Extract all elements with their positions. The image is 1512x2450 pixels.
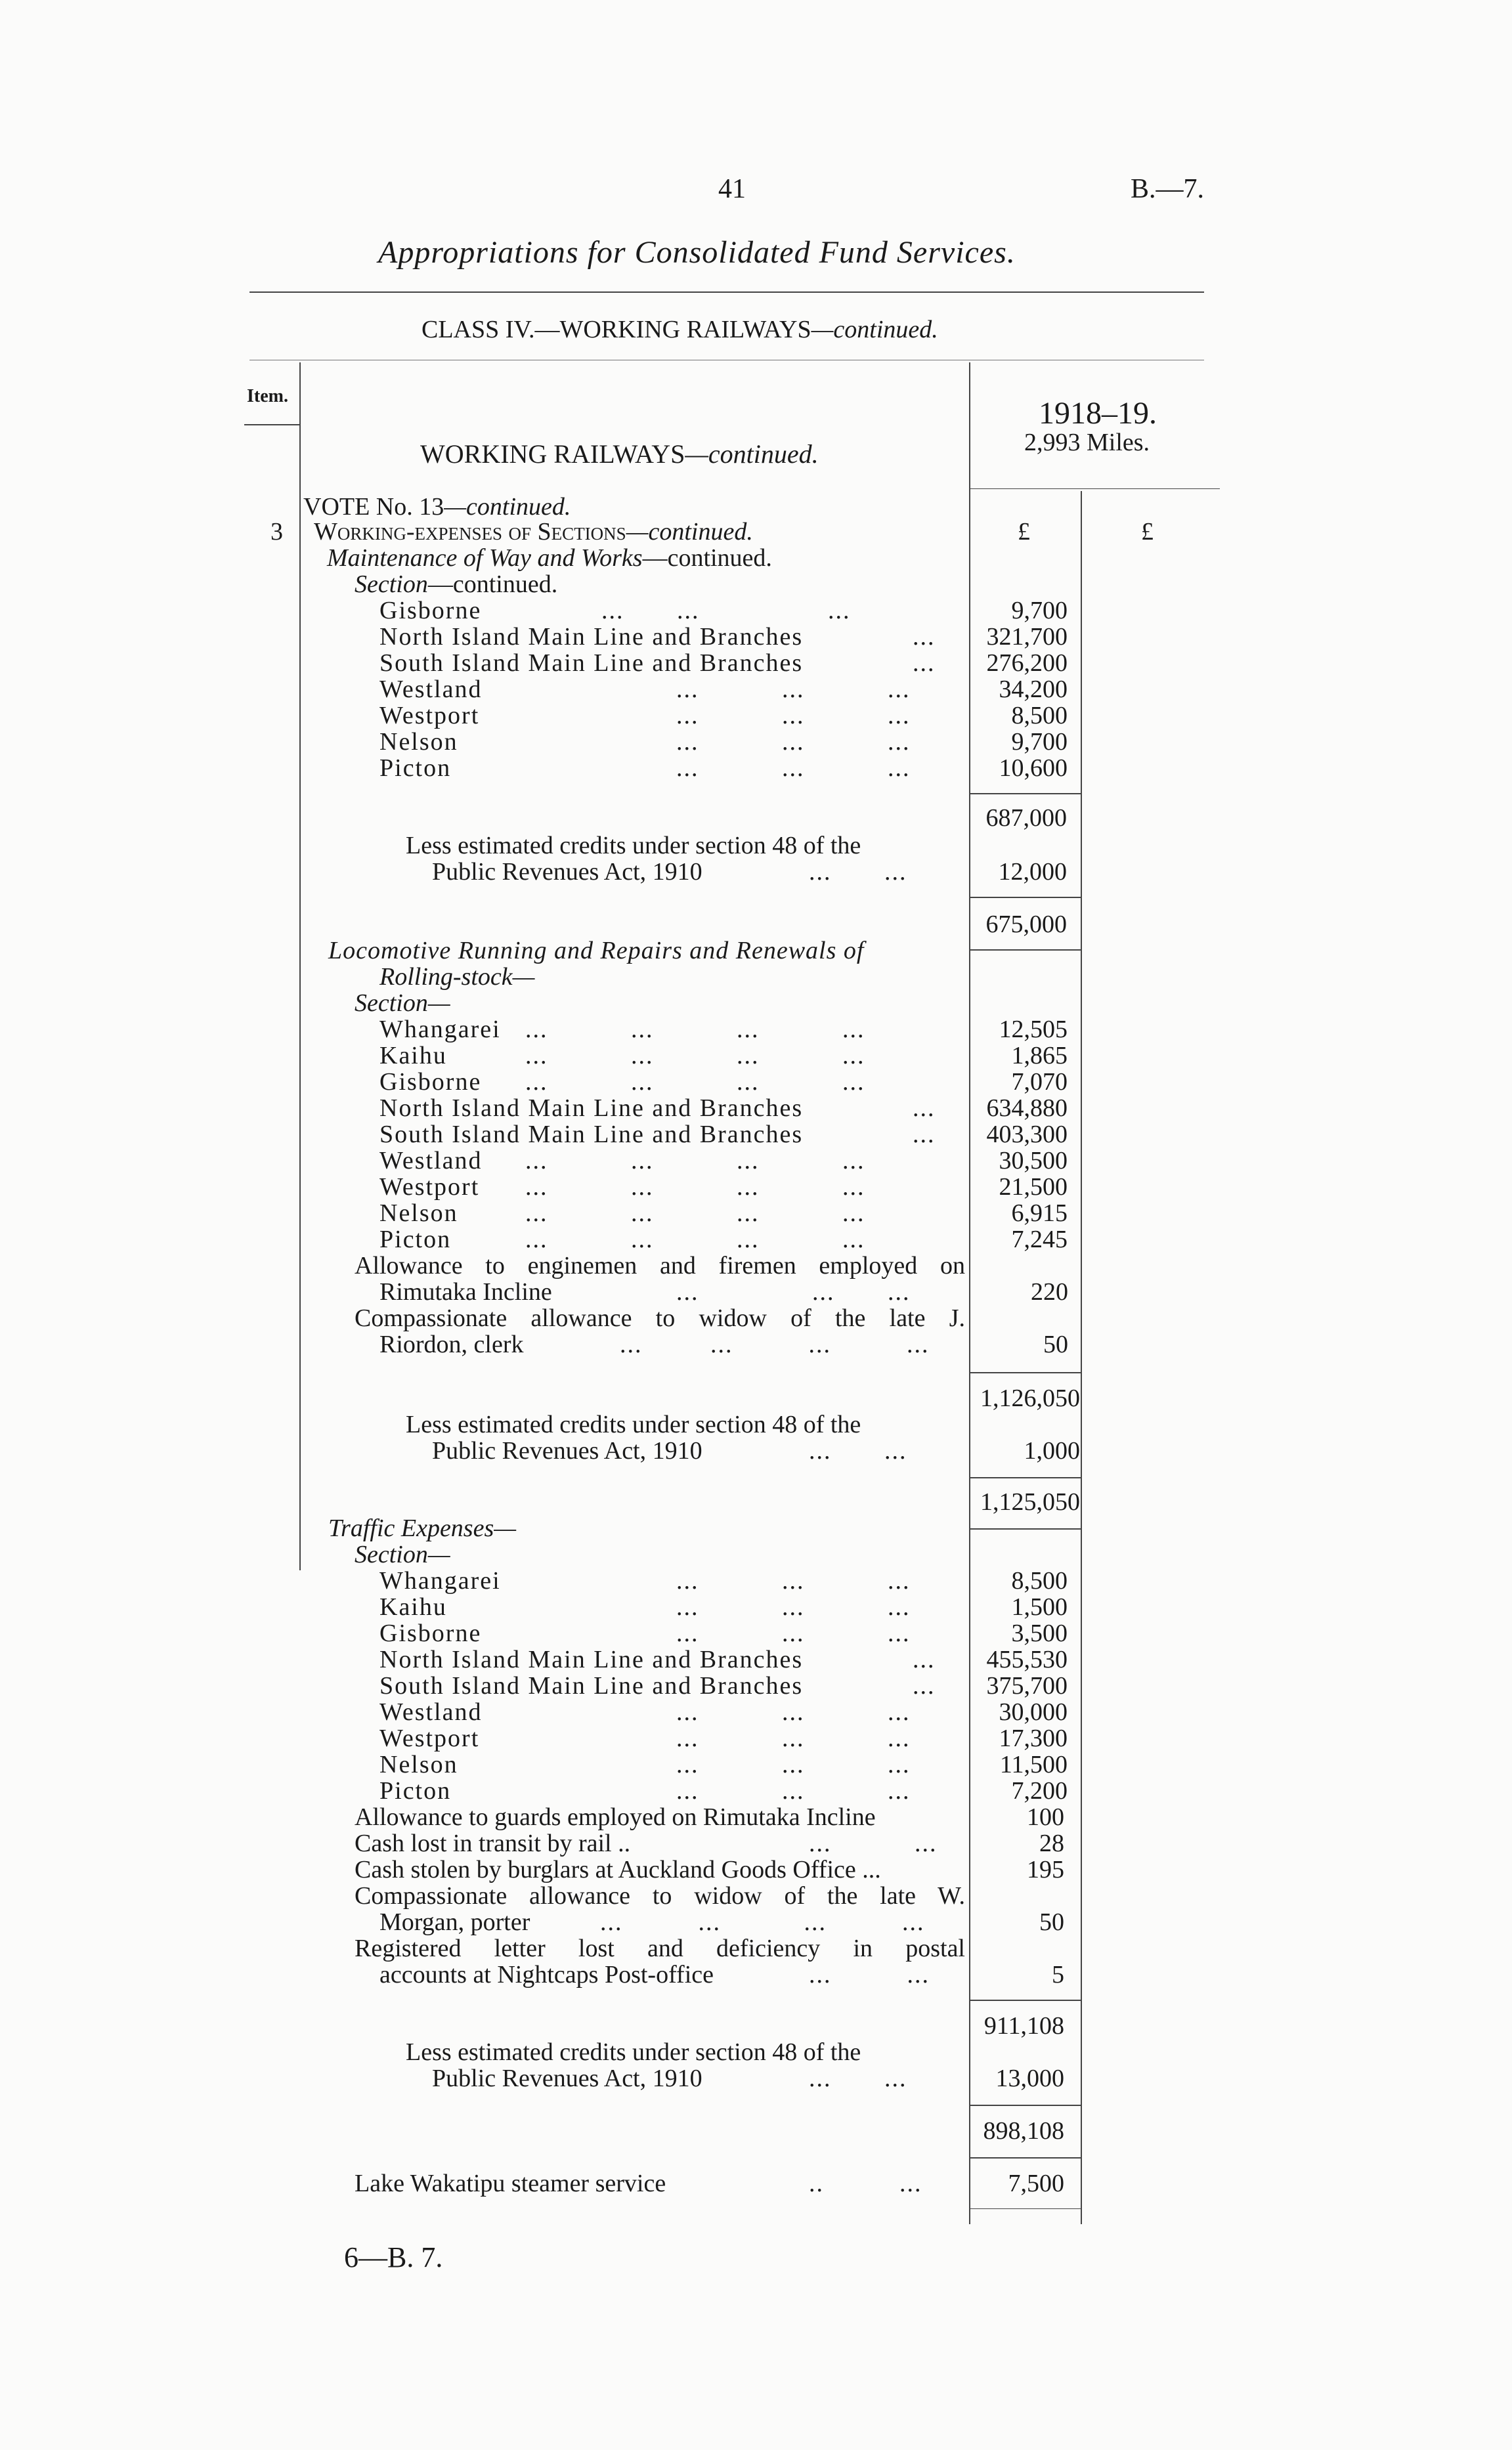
traffic-heading: Traffic Expenses—: [328, 1515, 517, 1542]
row-amount: 7,245: [1011, 1226, 1068, 1253]
row-amount: 1,500: [1011, 1593, 1068, 1621]
item-column-header: Item.: [247, 386, 288, 406]
row-label: Westland: [379, 676, 483, 703]
fiscal-year: 1918–19.: [1039, 396, 1157, 431]
maintenance-subtotal-rule: [970, 793, 1081, 794]
traffic-registered-amount: 5: [1052, 1961, 1064, 1988]
route-miles: 2,993 Miles.: [1024, 429, 1150, 456]
maintenance-section-label: [355, 571, 557, 597]
currency-symbol-detail: £: [1018, 518, 1030, 546]
description-column-header: [420, 441, 819, 467]
table-row: Whangarei ... ... ... 8,500: [379, 1567, 1068, 1595]
maintenance-less-line2: Public Revenues Act, 1910: [432, 858, 702, 886]
item-header-rule: [244, 424, 299, 425]
locomotive-allowance-line1: Allowance to enginemen and firemen employed on: [355, 1252, 965, 1279]
locomotive-section-label: Section—: [355, 989, 450, 1017]
row-amount: 1,865: [1011, 1042, 1068, 1069]
row-amount: 34,200: [999, 676, 1068, 703]
row-label: Westland: [379, 1698, 483, 1726]
row-amount: 6,915: [1011, 1199, 1068, 1227]
row-amount: 276,200: [986, 649, 1068, 677]
locomotive-less-line1: Less estimated credits under section 48 of the: [406, 1411, 861, 1438]
table-row: South Island Main Line and Branches ... 403,300: [379, 1121, 1068, 1148]
maintenance-less-line1: Less estimated credits under section 48 of the: [406, 832, 861, 859]
row-label: Nelson: [379, 1199, 458, 1227]
traffic-subtotal: 911,108: [983, 2012, 1064, 2040]
table-row: Picton ... ... ... ... 7,245: [379, 1226, 1068, 1253]
table-row: Gisborne ... ... ... 9,700: [379, 597, 1068, 624]
lake-steamer-amount: 7,500: [1008, 2170, 1064, 2197]
table-row: Westport ... ... ... 17,300: [379, 1725, 1068, 1752]
maintenance-heading-suffix: —continued.: [642, 544, 772, 572]
locomotive-less-line2: Public Revenues Act, 1910: [432, 1437, 702, 1465]
row-amount: 21,500: [999, 1173, 1068, 1201]
row-label: Westport: [379, 1725, 480, 1752]
row-amount: 8,500: [1011, 1567, 1068, 1595]
row-label: Nelson: [379, 1751, 458, 1778]
row-label: Whangarei: [379, 1567, 501, 1595]
traffic-subtotal-rule: [970, 2000, 1081, 2001]
locomotive-heading-line2: Rolling-stock—: [379, 963, 535, 991]
locomotive-subtotal-rule: [970, 1372, 1081, 1373]
row-label: Picton: [379, 1777, 452, 1805]
locomotive-rows: [379, 1016, 1075, 1266]
traffic-compassionate-amount: 50: [1039, 1908, 1064, 1936]
row-label: Picton: [379, 1226, 452, 1253]
row-amount: 10,600: [999, 754, 1068, 782]
page-number: 41: [718, 174, 746, 204]
title-rule: [249, 291, 1204, 293]
maintenance-rows: [379, 597, 1075, 794]
row-amount: 30,000: [999, 1698, 1068, 1726]
locomotive-net-total: 1,125,050: [980, 1488, 1080, 1516]
traffic-cash-lost-amount: 28: [1039, 1830, 1064, 1857]
amount-header-rule: [970, 488, 1220, 489]
row-label: Westport: [379, 702, 480, 729]
row-amount: 30,500: [999, 1147, 1068, 1174]
table-row: North Island Main Line and Branches ... 321,700: [379, 623, 1068, 651]
description-header-main: WORKING RAILWAYS: [420, 439, 685, 469]
class-heading-main: CLASS IV.—WORKING RAILWAYS: [421, 316, 811, 343]
maintenance-net-underline: [970, 949, 1081, 951]
row-amount: 11,500: [999, 1751, 1068, 1778]
table-row: Kaihu ... ... ... ... 1,865: [379, 1042, 1068, 1069]
description-header-suffix: —continued.: [685, 439, 819, 469]
traffic-section-label: Section—: [355, 1541, 450, 1568]
row-label: Gisborne: [379, 597, 482, 624]
table-row: North Island Main Line and Branches ... 634,880: [379, 1094, 1068, 1122]
row-label: Nelson: [379, 728, 458, 756]
currency-symbol-total: £: [1141, 518, 1154, 546]
maintenance-net-total: 675,000: [985, 911, 1067, 938]
row-amount: 455,530: [986, 1646, 1068, 1673]
traffic-cash-stolen-label: Cash stolen by burglars at Auckland Goods Office ...: [355, 1856, 881, 1883]
row-label: Westport: [379, 1173, 480, 1201]
traffic-less-amount: 13,000: [995, 2065, 1064, 2092]
traffic-less-line1: Less estimated credits under section 48 of the: [406, 2038, 861, 2066]
row-amount: 9,700: [1011, 728, 1068, 756]
row-label: Kaihu: [379, 1042, 447, 1069]
row-amount: 17,300: [999, 1725, 1068, 1752]
row-amount: 321,700: [986, 623, 1068, 651]
row-amount: 12,505: [999, 1016, 1068, 1043]
table-row: Westland ... ... ... ... 30,500: [379, 1147, 1068, 1174]
table-row: Nelson ... ... ... ... 6,915: [379, 1199, 1068, 1227]
maintenance-less-amount: 12,000: [998, 858, 1067, 886]
traffic-less-line2: Public Revenues Act, 1910: [432, 2065, 702, 2092]
locomotive-net-rule: [970, 1477, 1081, 1478]
row-label: Gisborne: [379, 1068, 482, 1096]
row-label: Kaihu: [379, 1593, 447, 1621]
row-label: South Island Main Line and Branches: [379, 1672, 804, 1700]
traffic-net-total: 898,108: [983, 2117, 1064, 2145]
locomotive-subtotal: 1,126,050: [980, 1385, 1080, 1412]
locomotive-compassionate-amount: 50: [1043, 1331, 1068, 1358]
maintenance-section-main: Section: [355, 570, 428, 598]
row-amount: 403,300: [986, 1121, 1068, 1148]
traffic-guards-amount: 100: [1027, 1803, 1064, 1831]
locomotive-compassionate-line2: Riordon, clerk: [379, 1331, 524, 1358]
maintenance-net-rule: [970, 897, 1081, 898]
page-title: Appropriations for Consolidated Fund Services.: [378, 235, 1016, 270]
row-amount: 9,700: [1011, 597, 1068, 624]
row-amount: 3,500: [1011, 1620, 1068, 1647]
subhead: [314, 519, 753, 545]
amount-column-right-rule: [1081, 491, 1082, 2224]
table-row: North Island Main Line and Branches ... 455,530: [379, 1646, 1068, 1673]
subhead-main: Working-expenses of Sections: [314, 518, 626, 546]
row-amount: 634,880: [986, 1094, 1068, 1122]
row-amount: 375,700: [986, 1672, 1068, 1700]
traffic-cash-stolen-amount: 195: [1027, 1856, 1064, 1883]
document-reference: B.—7.: [1131, 174, 1205, 204]
item-column-divider: [299, 362, 301, 1570]
row-label: Westland: [379, 1147, 483, 1174]
subhead-suffix: —continued.: [626, 518, 753, 546]
maintenance-heading: [327, 545, 772, 571]
table-row: South Island Main Line and Branches ... 276,200: [379, 649, 1068, 677]
lake-underline: [970, 2208, 1081, 2209]
table-row: Westport ... ... ... ... 21,500: [379, 1173, 1068, 1201]
traffic-compassionate-line2: Morgan, porter: [379, 1908, 530, 1936]
vote-heading-suffix: —continued.: [444, 493, 571, 521]
traffic-guards-label: Allowance to guards employed on Rimutaka Incline: [355, 1803, 876, 1831]
vote-heading: [303, 494, 571, 520]
table-row: Nelson ... ... ... 9,700: [379, 728, 1068, 756]
vote-heading-main: VOTE No. 13: [303, 493, 444, 521]
table-row: Gisborne ... ... ... ... 7,070: [379, 1068, 1068, 1096]
locomotive-compassionate-line1: Compassionate allowance to widow of the late J.: [355, 1304, 965, 1332]
row-amount: 7,200: [1011, 1777, 1068, 1805]
row-label: South Island Main Line and Branches: [379, 1121, 804, 1148]
row-label: North Island Main Line and Branches: [379, 1094, 804, 1122]
table-row: Kaihu ... ... ... 1,500: [379, 1593, 1068, 1621]
row-label: North Island Main Line and Branches: [379, 623, 804, 651]
item-number: 3: [270, 518, 283, 546]
row-label: Whangarei: [379, 1016, 501, 1043]
traffic-registered-line2: accounts at Nightcaps Post-office: [379, 1961, 714, 1988]
locomotive-allowance-amount: 220: [1031, 1278, 1068, 1306]
table-row: Picton ... ... ... 10,600: [379, 754, 1068, 782]
locomotive-less-amount: 1,000: [1024, 1437, 1080, 1465]
traffic-net-underline: [970, 2157, 1081, 2159]
row-label: Picton: [379, 754, 452, 782]
traffic-compassionate-line1: Compassionate allowance to widow of the late W.: [355, 1882, 965, 1910]
table-row: Westland ... ... ... 34,200: [379, 676, 1068, 703]
traffic-cash-lost-label: Cash lost in transit by rail ..: [355, 1830, 631, 1857]
maintenance-subtotal: 687,000: [985, 804, 1067, 832]
locomotive-allowance-line2: Rimutaka Incline: [379, 1278, 552, 1306]
row-amount: 7,070: [1011, 1068, 1068, 1096]
maintenance-heading-main: Maintenance of Way and Works: [327, 544, 643, 572]
table-row: Westland ... ... ... 30,000: [379, 1698, 1068, 1726]
locomotive-net-underline: [970, 1528, 1081, 1530]
traffic-rows: [379, 1568, 1075, 1817]
row-label: Gisborne: [379, 1620, 482, 1647]
printer-signature: 6—B. 7.: [344, 2241, 443, 2273]
lake-steamer-label: Lake Wakatipu steamer service: [355, 2170, 666, 2197]
class-heading: [421, 316, 938, 343]
table-row: Whangarei ... ... ... ... 12,505: [379, 1016, 1068, 1043]
traffic-net-rule: [970, 2105, 1081, 2106]
row-label: North Island Main Line and Branches: [379, 1646, 804, 1673]
locomotive-heading-line1: Locomotive Running and Repairs and Renewals of: [328, 937, 865, 964]
table-row: Westport ... ... ... 8,500: [379, 702, 1068, 729]
table-row: Gisborne ... ... ... 3,500: [379, 1620, 1068, 1647]
maintenance-section-suffix: —continued.: [427, 570, 558, 598]
class-heading-suffix: —continued.: [811, 316, 938, 343]
row-label: South Island Main Line and Branches: [379, 649, 804, 677]
traffic-registered-line1: Registered letter lost and deficiency in postal: [355, 1935, 965, 1962]
table-row: South Island Main Line and Branches ... 375,700: [379, 1672, 1068, 1700]
table-row: Nelson ... ... ... 11,500: [379, 1751, 1068, 1778]
row-amount: 8,500: [1011, 702, 1068, 729]
table-row: Picton ... ... ... 7,200: [379, 1777, 1068, 1805]
